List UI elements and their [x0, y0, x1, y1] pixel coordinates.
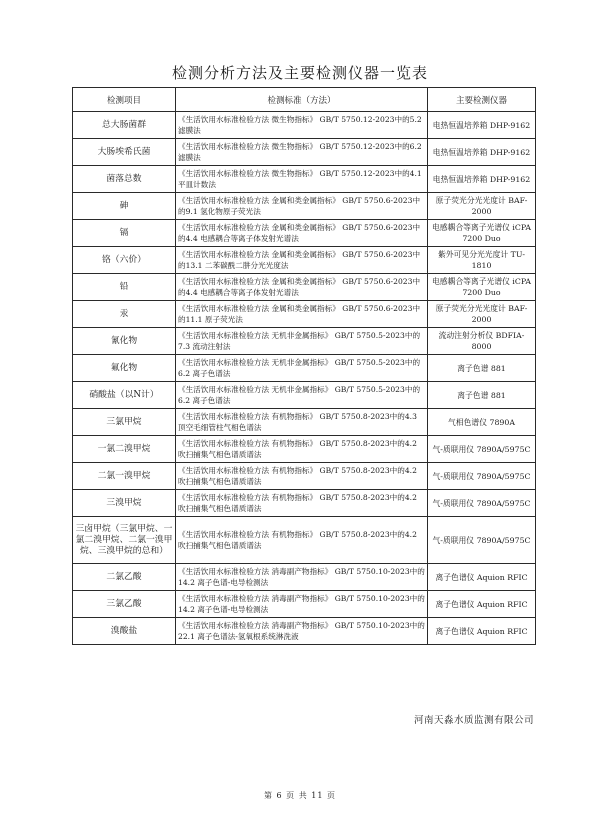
- table-body: [73, 112, 536, 645]
- table-row: [73, 274, 536, 301]
- cell-item: 三氯甲烷: [73, 409, 176, 436]
- cell-standard: 《生活饮用水标准检验方法 有机物指标》 GB/T 5750.8-2023中的4.2 吹扫捕集气相色谱质谱法: [176, 490, 428, 517]
- cell-standard: 《生活饮用水标准检验方法 有机物指标》 GB/T 5750.8-2023中的4.2 吹扫捕集气相色谱质谱法: [176, 517, 428, 564]
- cell-instrument: 流动注射分析仪 BDFIA-8000: [428, 328, 536, 355]
- cell-instrument: 离子色谱 881: [428, 382, 536, 409]
- cell-standard: 《生活饮用水标准检验方法 金属和类金属指标》 GB/T 5750.6-2023中的13.1 二苯碳酰二肼分光光度法: [176, 247, 428, 274]
- table-row: [73, 517, 536, 564]
- methods-table: [72, 87, 536, 645]
- header-item: 检测项目: [73, 88, 176, 112]
- cell-item: 氰化物: [73, 328, 176, 355]
- cell-instrument: 离子色谱 881: [428, 355, 536, 382]
- cell-instrument: 电热恒温培养箱 DHP-9162: [428, 139, 536, 166]
- table-row: [73, 328, 536, 355]
- table-row: [73, 409, 536, 436]
- table-row: [73, 301, 536, 328]
- cell-standard: 《生活饮用水标准检验方法 金属和类金属指标》 GB/T 5750.6-2023中的4.4 电感耦合等离子体发射光谱法: [176, 274, 428, 301]
- cell-item: 菌落总数: [73, 166, 176, 193]
- table-row: [73, 564, 536, 591]
- cell-standard: 《生活饮用水标准检验方法 有机物指标》 GB/T 5750.8-2023中的4.2 吹扫捕集气相色谱质谱法: [176, 436, 428, 463]
- cell-instrument: 原子荧光分光光度计 BAF-2000: [428, 193, 536, 220]
- cell-instrument: 电热恒温培养箱 DHP-9162: [428, 166, 536, 193]
- cell-item: 三卤甲烷（三氯甲烷、一氯二溴甲烷、二氯一溴甲烷、三溴甲烷的总和）: [73, 517, 176, 564]
- cell-item: 铅: [73, 274, 176, 301]
- cell-item: 溴酸盐: [73, 618, 176, 645]
- table-header-row: [73, 88, 536, 112]
- cell-instrument: 电热恒温培养箱 DHP-9162: [428, 112, 536, 139]
- cell-standard: 《生活饮用水标准检验方法 消毒副产物指标》 GB/T 5750.10-2023中的14.2 离子色谱-电导检测法: [176, 564, 428, 591]
- cell-instrument: 紫外可见分光光度计 TU-1810: [428, 247, 536, 274]
- cell-item: 氟化物: [73, 355, 176, 382]
- cell-standard: 《生活饮用水标准检验方法 金属和类金属指标》 GB/T 5750.6-2023中的11.1 原子荧光法: [176, 301, 428, 328]
- page-title: 检测分析方法及主要检测仪器一览表: [171, 64, 428, 82]
- table-row: [73, 463, 536, 490]
- cell-item: 二氯乙酸: [73, 564, 176, 591]
- cell-item: 一氯二溴甲烷: [73, 436, 176, 463]
- cell-standard: 《生活饮用水标准检验方法 无机非金属指标》 GB/T 5750.5-2023中的6.2 离子色谱法: [176, 355, 428, 382]
- cell-instrument: 电感耦合等离子光谱仪 iCPA 7200 Duo: [428, 274, 536, 301]
- cell-standard: 《生活饮用水标准检验方法 无机非金属指标》 GB/T 5750.5-2023中的6.2 离子色谱法: [176, 382, 428, 409]
- table-row: [73, 166, 536, 193]
- table-row: [73, 247, 536, 274]
- table-row: [73, 139, 536, 166]
- cell-item: 三溴甲烷: [73, 490, 176, 517]
- cell-standard: 《生活饮用水标准检验方法 有机物指标》 GB/T 5750.8-2023中的4.2 吹扫捕集气相色谱质谱法: [176, 463, 428, 490]
- table-row: [73, 355, 536, 382]
- cell-item: 大肠埃希氏菌: [73, 139, 176, 166]
- cell-item: 硝酸盐（以N计）: [73, 382, 176, 409]
- cell-instrument: 气-质联用仪 7890A/5975C: [428, 436, 536, 463]
- header-instrument: 主要检测仪器: [428, 88, 536, 112]
- table-row: [73, 490, 536, 517]
- cell-item: 镉: [73, 220, 176, 247]
- cell-standard: 《生活饮用水标准检验方法 微生物指标》 GB/T 5750.12-2023中的4.1 平皿计数法: [176, 166, 428, 193]
- cell-item: 汞: [73, 301, 176, 328]
- table-row: [73, 193, 536, 220]
- cell-item: 二氯一溴甲烷: [73, 463, 176, 490]
- table-row: [73, 618, 536, 645]
- cell-standard: 《生活饮用水标准检验方法 无机非金属指标》 GB/T 5750.5-2023中的7.3 流动注射法: [176, 328, 428, 355]
- cell-instrument: 离子色谱仪 Aquion RFIC: [428, 564, 536, 591]
- header-standard: 检测标准（方法）: [176, 88, 428, 112]
- table-row: [73, 112, 536, 139]
- company-name: 河南天淼水质监测有限公司: [413, 715, 534, 726]
- page-number: 第 6 页 共 11 页: [264, 791, 336, 800]
- cell-standard: 《生活饮用水标准检验方法 消毒副产物指标》 GB/T 5750.10-2023中的14.2 离子色谱-电导检测法: [176, 591, 428, 618]
- table-row: [73, 382, 536, 409]
- cell-item: 铬（六价）: [73, 247, 176, 274]
- table-row: [73, 436, 536, 463]
- cell-standard: 《生活饮用水标准检验方法 消毒副产物指标》 GB/T 5750.10-2023中的22.1 离子色谱法-氢氧根系统淋洗液: [176, 618, 428, 645]
- table-row: [73, 591, 536, 618]
- cell-standard: 《生活饮用水标准检验方法 微生物指标》 GB/T 5750.12-2023中的6.2 滤膜法: [176, 139, 428, 166]
- cell-instrument: 气-质联用仪 7890A/5975C: [428, 490, 536, 517]
- cell-item: 三氯乙酸: [73, 591, 176, 618]
- cell-standard: 《生活饮用水标准检验方法 金属和类金属指标》 GB/T 5750.6-2023中的4.4 电感耦合等离子体发射光谱法: [176, 220, 428, 247]
- cell-standard: 《生活饮用水标准检验方法 金属和类金属指标》 GB/T 5750.6-2023中的9.1 氢化物原子荧光法: [176, 193, 428, 220]
- cell-instrument: 离子色谱仪 Aquion RFIC: [428, 591, 536, 618]
- cell-instrument: 原子荧光分光光度计 BAF-2000: [428, 301, 536, 328]
- cell-instrument: 气-质联用仪 7890A/5975C: [428, 517, 536, 564]
- table-row: [73, 220, 536, 247]
- cell-instrument: 气相色谱仪 7890A: [428, 409, 536, 436]
- cell-standard: 《生活饮用水标准检验方法 微生物指标》 GB/T 5750.12-2023中的5.2 滤膜法: [176, 112, 428, 139]
- cell-instrument: 电感耦合等离子光谱仪 iCPA 7200 Duo: [428, 220, 536, 247]
- cell-instrument: 气-质联用仪 7890A/5975C: [428, 463, 536, 490]
- cell-standard: 《生活饮用水标准检验方法 有机物指标》 GB/T 5750.8-2023中的4.3 顶空毛细管柱气相色谱法: [176, 409, 428, 436]
- cell-item: 砷: [73, 193, 176, 220]
- cell-item: 总大肠菌群: [73, 112, 176, 139]
- cell-instrument: 离子色谱仪 Aquion RFIC: [428, 618, 536, 645]
